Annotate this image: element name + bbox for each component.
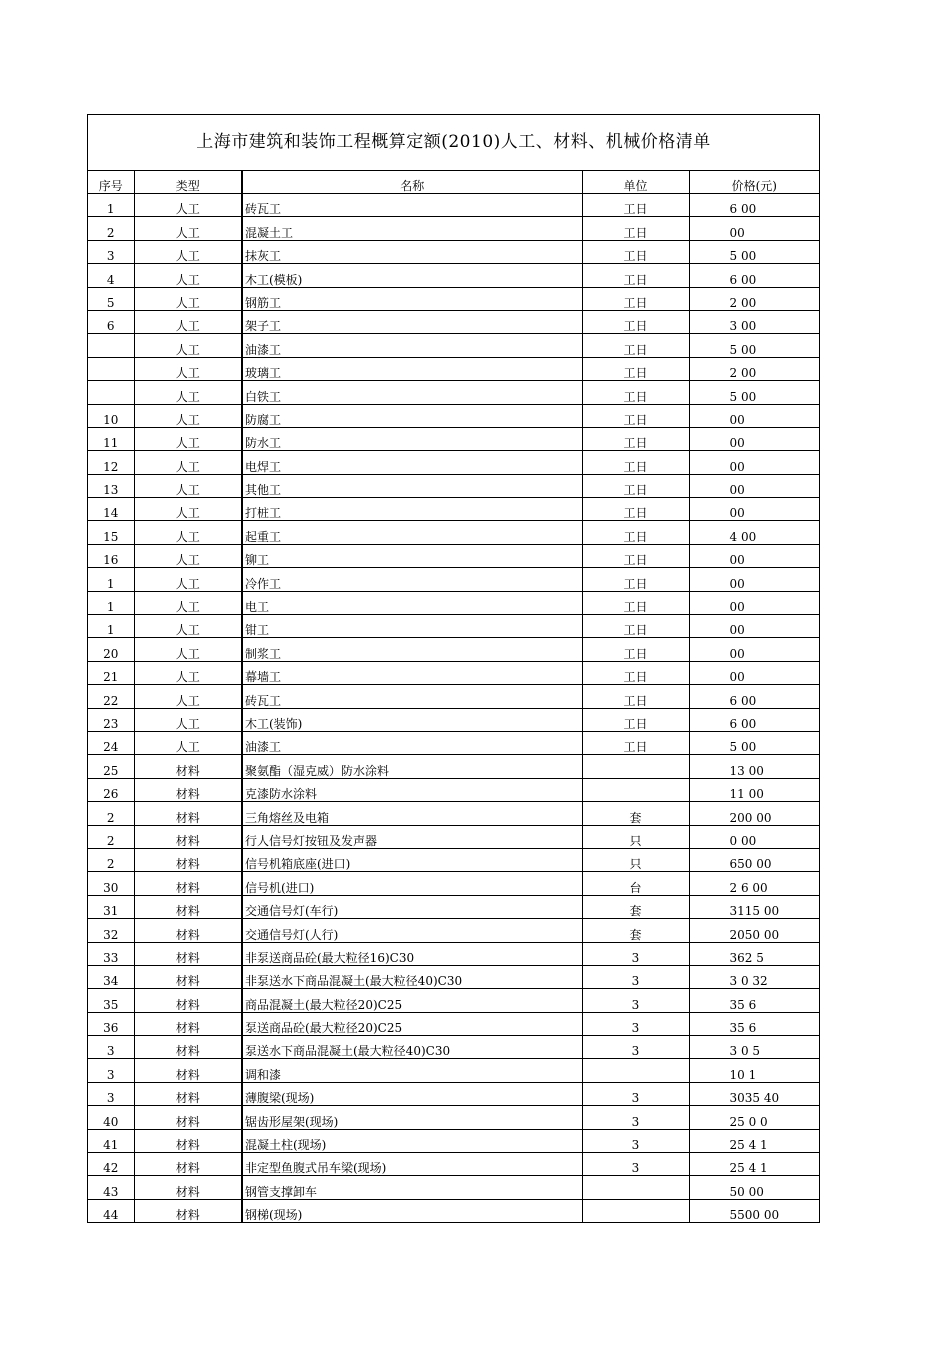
row-no: 43 <box>88 1176 134 1199</box>
row-no <box>88 381 134 404</box>
row-price: 00 <box>689 217 819 240</box>
row-unit: 工日 <box>582 661 689 684</box>
row-price: 00 <box>689 498 819 521</box>
row-unit <box>582 1059 689 1082</box>
row-no: 30 <box>88 872 134 895</box>
row-unit: 工日 <box>582 685 689 708</box>
row-price: 25 4 1 <box>689 1153 819 1176</box>
row-name: 混凝土柱(现场) <box>242 1129 582 1152</box>
row-price: 362 5 <box>689 942 819 965</box>
row-type: 人工 <box>134 381 242 404</box>
table-row <box>88 1153 819 1176</box>
table-row <box>88 568 819 591</box>
row-name: 冷作工 <box>242 568 582 591</box>
table-row <box>88 989 819 1012</box>
row-price: 5 00 <box>689 334 819 357</box>
row-unit: 工日 <box>582 498 689 521</box>
row-type: 人工 <box>134 310 242 333</box>
table-row <box>88 1082 819 1105</box>
row-price: 6 00 <box>689 685 819 708</box>
row-type: 人工 <box>134 731 242 754</box>
table-row <box>88 685 819 708</box>
row-unit: 工日 <box>582 287 689 310</box>
row-no: 15 <box>88 521 134 544</box>
row-unit: 台 <box>582 872 689 895</box>
row-name: 木工(模板) <box>242 264 582 287</box>
row-no: 31 <box>88 895 134 918</box>
row-price: 2050 00 <box>689 919 819 942</box>
row-unit: 工日 <box>582 591 689 614</box>
table-row <box>88 217 819 240</box>
row-price: 3 0 5 <box>689 1036 819 1059</box>
table-row <box>88 965 819 988</box>
row-no: 12 <box>88 451 134 474</box>
header-no: 序号 <box>88 171 134 194</box>
table-row <box>88 544 819 567</box>
row-name: 其他工 <box>242 474 582 497</box>
row-no: 3 <box>88 1036 134 1059</box>
row-no <box>88 357 134 380</box>
row-type: 人工 <box>134 615 242 638</box>
row-price: 25 0 0 <box>689 1106 819 1129</box>
row-no: 41 <box>88 1129 134 1152</box>
row-name: 泵送水下商品混凝土(最大粒径40)C30 <box>242 1036 582 1059</box>
row-price: 4 00 <box>689 521 819 544</box>
row-type: 人工 <box>134 334 242 357</box>
row-type: 人工 <box>134 240 242 263</box>
row-name: 架子工 <box>242 310 582 333</box>
row-no: 3 <box>88 1059 134 1082</box>
row-price: 6 00 <box>689 708 819 731</box>
table-row <box>88 731 819 754</box>
document-title: 上海市建筑和装饰工程概算定额(2010)人工、材料、机械价格清单 <box>88 115 819 171</box>
row-name: 油漆工 <box>242 334 582 357</box>
row-no: 35 <box>88 989 134 1012</box>
row-type: 材料 <box>134 1176 242 1199</box>
row-type: 材料 <box>134 825 242 848</box>
table-row <box>88 615 819 638</box>
row-price: 10 1 <box>689 1059 819 1082</box>
row-price: 650 00 <box>689 848 819 871</box>
row-type: 人工 <box>134 194 242 217</box>
row-no: 20 <box>88 638 134 661</box>
table-row <box>88 1199 819 1222</box>
row-unit: 工日 <box>582 521 689 544</box>
row-unit: 3 <box>582 1106 689 1129</box>
row-unit: 3 <box>582 1153 689 1176</box>
row-name: 薄腹梁(现场) <box>242 1082 582 1105</box>
row-name: 幕墙工 <box>242 661 582 684</box>
table-row <box>88 1059 819 1082</box>
row-type: 材料 <box>134 778 242 801</box>
header-name: 名称 <box>242 171 582 194</box>
row-price: 3035 40 <box>689 1082 819 1105</box>
table-row <box>88 591 819 614</box>
row-price: 5 00 <box>689 240 819 263</box>
row-name: 聚氨酯（湿克威）防水涂料 <box>242 755 582 778</box>
row-unit: 工日 <box>582 731 689 754</box>
row-no: 11 <box>88 427 134 450</box>
row-price: 35 6 <box>689 989 819 1012</box>
table-row <box>88 661 819 684</box>
row-name: 信号机(进口) <box>242 872 582 895</box>
row-name: 铆工 <box>242 544 582 567</box>
row-unit: 工日 <box>582 334 689 357</box>
row-unit <box>582 1199 689 1222</box>
row-no: 33 <box>88 942 134 965</box>
row-name: 钢梯(现场) <box>242 1199 582 1222</box>
row-no: 1 <box>88 615 134 638</box>
row-unit: 工日 <box>582 194 689 217</box>
row-price: 6 00 <box>689 264 819 287</box>
table-row <box>88 872 819 895</box>
row-no: 32 <box>88 919 134 942</box>
row-price: 5 00 <box>689 731 819 754</box>
row-no: 34 <box>88 965 134 988</box>
row-unit: 工日 <box>582 615 689 638</box>
row-price: 00 <box>689 544 819 567</box>
row-name: 交通信号灯(车行) <box>242 895 582 918</box>
row-name: 防腐工 <box>242 404 582 427</box>
row-unit: 工日 <box>582 404 689 427</box>
row-unit: 只 <box>582 825 689 848</box>
row-unit: 工日 <box>582 568 689 591</box>
row-no: 1 <box>88 591 134 614</box>
row-price: 00 <box>689 568 819 591</box>
table-row <box>88 755 819 778</box>
table-row <box>88 1129 819 1152</box>
row-name: 调和漆 <box>242 1059 582 1082</box>
row-name: 钳工 <box>242 615 582 638</box>
table-header-row <box>88 171 819 194</box>
row-no: 2 <box>88 825 134 848</box>
table-row <box>88 287 819 310</box>
row-unit: 3 <box>582 1129 689 1152</box>
row-no: 40 <box>88 1106 134 1129</box>
row-price: 3 0 32 <box>689 965 819 988</box>
row-no: 2 <box>88 802 134 825</box>
row-name: 油漆工 <box>242 731 582 754</box>
table-body <box>88 194 819 1223</box>
row-type: 人工 <box>134 685 242 708</box>
row-price: 00 <box>689 427 819 450</box>
row-type: 人工 <box>134 544 242 567</box>
row-no: 25 <box>88 755 134 778</box>
row-name: 电工 <box>242 591 582 614</box>
row-price: 00 <box>689 661 819 684</box>
table-row <box>88 357 819 380</box>
table-row <box>88 264 819 287</box>
row-unit: 工日 <box>582 638 689 661</box>
table-row <box>88 825 819 848</box>
row-no: 42 <box>88 1153 134 1176</box>
row-type: 人工 <box>134 568 242 591</box>
table-row <box>88 778 819 801</box>
row-no: 3 <box>88 240 134 263</box>
table-row <box>88 1012 819 1035</box>
header-unit: 单位 <box>582 171 689 194</box>
row-unit: 工日 <box>582 310 689 333</box>
row-unit <box>582 778 689 801</box>
row-no: 14 <box>88 498 134 521</box>
table-row <box>88 194 819 217</box>
table-row <box>88 802 819 825</box>
table-row <box>88 942 819 965</box>
row-unit: 3 <box>582 1082 689 1105</box>
row-price: 00 <box>689 615 819 638</box>
table-row <box>88 381 819 404</box>
row-name: 防水工 <box>242 427 582 450</box>
row-unit: 3 <box>582 1012 689 1035</box>
table-row <box>88 919 819 942</box>
row-unit: 工日 <box>582 381 689 404</box>
table-row <box>88 1106 819 1129</box>
row-unit: 工日 <box>582 264 689 287</box>
row-no: 1 <box>88 568 134 591</box>
row-no: 22 <box>88 685 134 708</box>
row-price: 00 <box>689 404 819 427</box>
row-price: 00 <box>689 591 819 614</box>
row-no: 2 <box>88 848 134 871</box>
row-type: 材料 <box>134 1153 242 1176</box>
row-type: 人工 <box>134 708 242 731</box>
table-row <box>88 451 819 474</box>
row-unit: 工日 <box>582 217 689 240</box>
price-list-sheet <box>87 114 820 1223</box>
row-name: 钢管支撑卸车 <box>242 1176 582 1199</box>
table-row <box>88 638 819 661</box>
row-type: 材料 <box>134 965 242 988</box>
row-unit: 套 <box>582 802 689 825</box>
table-row <box>88 427 819 450</box>
row-type: 材料 <box>134 942 242 965</box>
row-unit: 工日 <box>582 708 689 731</box>
table-row <box>88 498 819 521</box>
table-row <box>88 474 819 497</box>
row-type: 材料 <box>134 1106 242 1129</box>
row-name: 三角熔丝及电箱 <box>242 802 582 825</box>
row-price: 25 4 1 <box>689 1129 819 1152</box>
row-name: 白铁工 <box>242 381 582 404</box>
row-name: 商品混凝土(最大粒径20)C25 <box>242 989 582 1012</box>
row-no: 21 <box>88 661 134 684</box>
row-name: 电焊工 <box>242 451 582 474</box>
row-unit: 3 <box>582 942 689 965</box>
row-price: 00 <box>689 474 819 497</box>
price-table <box>88 171 819 1223</box>
row-type: 材料 <box>134 872 242 895</box>
row-type: 人工 <box>134 427 242 450</box>
row-price: 2 00 <box>689 357 819 380</box>
row-no: 6 <box>88 310 134 333</box>
row-price: 5 00 <box>689 381 819 404</box>
row-type: 人工 <box>134 451 242 474</box>
row-type: 人工 <box>134 404 242 427</box>
row-no: 26 <box>88 778 134 801</box>
row-type: 材料 <box>134 919 242 942</box>
row-name: 锯齿形屋架(现场) <box>242 1106 582 1129</box>
row-price: 00 <box>689 451 819 474</box>
row-name: 玻璃工 <box>242 357 582 380</box>
row-price: 00 <box>689 638 819 661</box>
table-row <box>88 240 819 263</box>
row-name: 木工(装饰) <box>242 708 582 731</box>
row-type: 材料 <box>134 755 242 778</box>
row-type: 材料 <box>134 1012 242 1035</box>
row-unit: 套 <box>582 919 689 942</box>
table-row <box>88 404 819 427</box>
row-type: 材料 <box>134 895 242 918</box>
row-no: 4 <box>88 264 134 287</box>
row-type: 材料 <box>134 1036 242 1059</box>
row-unit: 3 <box>582 989 689 1012</box>
row-unit: 工日 <box>582 240 689 263</box>
table-row <box>88 708 819 731</box>
row-no: 5 <box>88 287 134 310</box>
row-price: 50 00 <box>689 1176 819 1199</box>
row-name: 制浆工 <box>242 638 582 661</box>
row-name: 抹灰工 <box>242 240 582 263</box>
row-unit: 工日 <box>582 544 689 567</box>
row-type: 人工 <box>134 217 242 240</box>
row-no: 16 <box>88 544 134 567</box>
row-unit <box>582 1176 689 1199</box>
row-name: 砖瓦工 <box>242 194 582 217</box>
row-price: 2 6 00 <box>689 872 819 895</box>
table-row <box>88 334 819 357</box>
row-type: 人工 <box>134 638 242 661</box>
row-name: 打桩工 <box>242 498 582 521</box>
row-price: 3 00 <box>689 310 819 333</box>
row-name: 非泵送商品砼(最大粒径16)C30 <box>242 942 582 965</box>
row-unit: 3 <box>582 1036 689 1059</box>
row-no: 1 <box>88 194 134 217</box>
row-name: 行人信号灯按钮及发声器 <box>242 825 582 848</box>
row-unit: 3 <box>582 965 689 988</box>
row-no <box>88 334 134 357</box>
table-row <box>88 1036 819 1059</box>
table-row <box>88 521 819 544</box>
header-price: 价格(元) <box>689 171 819 194</box>
row-name: 混凝土工 <box>242 217 582 240</box>
row-unit: 工日 <box>582 357 689 380</box>
row-name: 交通信号灯(人行) <box>242 919 582 942</box>
row-unit: 只 <box>582 848 689 871</box>
row-price: 0 00 <box>689 825 819 848</box>
row-type: 人工 <box>134 521 242 544</box>
row-name: 砖瓦工 <box>242 685 582 708</box>
row-no: 24 <box>88 731 134 754</box>
row-unit: 工日 <box>582 451 689 474</box>
row-unit: 工日 <box>582 474 689 497</box>
header-type: 类型 <box>134 171 242 194</box>
row-no: 2 <box>88 217 134 240</box>
row-type: 人工 <box>134 287 242 310</box>
row-type: 人工 <box>134 474 242 497</box>
row-no: 36 <box>88 1012 134 1035</box>
table-row <box>88 310 819 333</box>
row-type: 人工 <box>134 498 242 521</box>
row-price: 11 00 <box>689 778 819 801</box>
row-name: 非定型鱼腹式吊车梁(现场) <box>242 1153 582 1176</box>
row-type: 材料 <box>134 848 242 871</box>
row-price: 35 6 <box>689 1012 819 1035</box>
row-type: 材料 <box>134 1199 242 1222</box>
row-no: 13 <box>88 474 134 497</box>
row-price: 13 00 <box>689 755 819 778</box>
row-type: 人工 <box>134 661 242 684</box>
row-type: 材料 <box>134 1129 242 1152</box>
row-name: 起重工 <box>242 521 582 544</box>
row-no: 10 <box>88 404 134 427</box>
row-unit: 套 <box>582 895 689 918</box>
row-name: 泵送商品砼(最大粒径20)C25 <box>242 1012 582 1035</box>
row-no: 44 <box>88 1199 134 1222</box>
row-type: 人工 <box>134 357 242 380</box>
row-price: 200 00 <box>689 802 819 825</box>
row-name: 非泵送水下商品混凝土(最大粒径40)C30 <box>242 965 582 988</box>
row-name: 信号机箱底座(进口) <box>242 848 582 871</box>
row-price: 6 00 <box>689 194 819 217</box>
row-type: 材料 <box>134 802 242 825</box>
row-price: 2 00 <box>689 287 819 310</box>
row-type: 材料 <box>134 989 242 1012</box>
row-type: 材料 <box>134 1059 242 1082</box>
row-type: 材料 <box>134 1082 242 1105</box>
row-no: 23 <box>88 708 134 731</box>
row-price: 3115 00 <box>689 895 819 918</box>
row-unit: 工日 <box>582 427 689 450</box>
row-type: 人工 <box>134 264 242 287</box>
row-unit <box>582 755 689 778</box>
row-name: 钢筋工 <box>242 287 582 310</box>
row-no: 3 <box>88 1082 134 1105</box>
table-row <box>88 848 819 871</box>
table-row <box>88 895 819 918</box>
row-type: 人工 <box>134 591 242 614</box>
table-row <box>88 1176 819 1199</box>
row-name: 克漆防水涂料 <box>242 778 582 801</box>
row-price: 5500 00 <box>689 1199 819 1222</box>
